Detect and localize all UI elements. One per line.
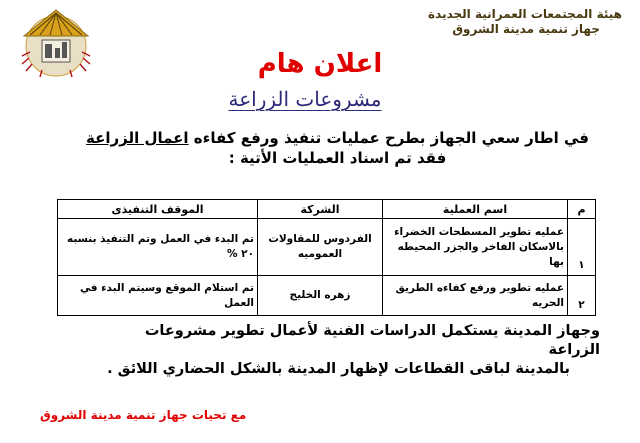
organization-header: [262, 7, 622, 37]
header-status: الموقف التنفيذى: [58, 200, 258, 219]
intro-paragraph: [70, 128, 605, 168]
row-num: ١: [568, 219, 596, 276]
table-row: [58, 276, 596, 316]
closing-line-1: وجهاز المدينة يستكمل الدراسات الفنية لأعمال تطوير مشروعات الزراعة: [144, 323, 600, 358]
table-row: [58, 219, 596, 276]
row-operation: عمليه تطوير المسطحات الخضراء بالاسكان الفاخر والجزر المحيطه بها: [383, 219, 568, 276]
closing-line-2: بالمدينة لباقى القطاعات لإظهار المدينة بالشكل الحضاري اللائق .: [107, 361, 570, 377]
header-company: الشركة: [258, 200, 383, 219]
header-num: م: [568, 200, 596, 219]
table-header-row: [58, 200, 596, 219]
intro-line-1: [70, 128, 605, 148]
row-num: ٢: [568, 276, 596, 316]
row-company: الفردوس للمقاولات العموميه: [258, 219, 383, 276]
header-operation: اسم العملية: [383, 200, 568, 219]
greeting-signature: مع تحيات جهاز تنمية مدينة الشروق: [40, 408, 247, 422]
row-operation: عمليه تطوير ورفع كفاءه الطريق الحريه: [383, 276, 568, 316]
announcement-subject: مشروعات الزراعة: [228, 87, 382, 111]
closing-paragraph: [95, 322, 600, 379]
intro-line-1-text: في اطار سعي الجهاز بطرح عمليات تنفيذ ورفع كفاءه: [188, 129, 589, 147]
announcement-title: اعلان هام: [257, 49, 383, 79]
intro-line-2: فقد تم اسناد العمليات الأتية :: [228, 149, 447, 167]
row-company: زهره الخليج: [258, 276, 383, 316]
row-status: تم استلام الموقع وسيتم البدء في العمل: [58, 276, 258, 316]
city-agency-name: جهاز تنمية مدينة الشروق: [452, 22, 600, 36]
organization-name: هيئة المجتمعات العمرانية الجديدة: [428, 7, 622, 21]
operations-table: [57, 199, 596, 316]
intro-underlined-text: اعمال الزراعة: [86, 129, 189, 147]
row-status: تم البدء في العمل وتم التنفيذ بنسبه ٢٠ %: [58, 219, 258, 276]
